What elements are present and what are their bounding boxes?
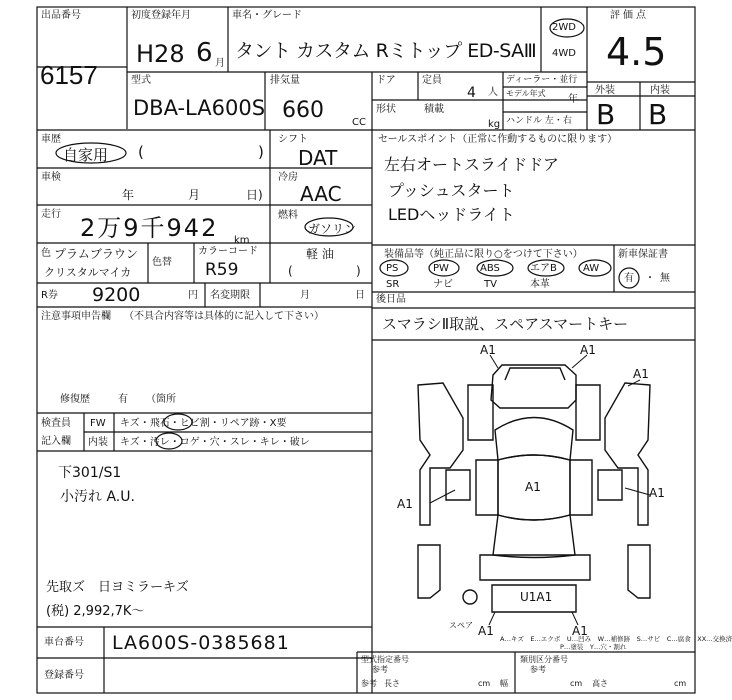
warranty-dot: ・ (645, 273, 655, 284)
doors-label: ドア (376, 75, 396, 86)
handwritten-line-2: 小汚れ A.U. (60, 489, 135, 505)
inspection-label: 車検 (41, 172, 61, 183)
fuel-diesel: 軽 油 (306, 247, 334, 261)
inspection-day: 日) (246, 188, 263, 202)
load-label: 積載 (424, 104, 444, 115)
drive-4wd: 4WD (552, 48, 576, 59)
checker-label-2: 記入欄 (41, 436, 71, 447)
displacement-value: 660 (282, 98, 324, 123)
type-value: DBA-LA600S (133, 96, 266, 120)
dim-width-cm: cm (570, 679, 583, 688)
shift-label: シフト (278, 134, 308, 145)
lot-number: 6157 (40, 60, 98, 90)
repair-has: 有 (118, 394, 128, 405)
deadline-day: 日 (355, 290, 365, 301)
type-label: 型式 (131, 75, 151, 86)
color-code-value: R59 (205, 260, 239, 280)
displacement-label: 排気量 (270, 75, 300, 86)
rear-equip-value: スマラシⅡ取説、スペアスマートキー (382, 315, 629, 333)
sales-point-1: 左右オートスライドドア (384, 155, 559, 174)
inspection-year: 年 (122, 188, 135, 202)
equip-abs: ABS (480, 263, 500, 274)
fuel-label: 燃料 (278, 210, 298, 221)
mark-rear-left: A1 (478, 624, 494, 638)
notes-label: 注意事項申告欄 (41, 311, 111, 322)
first-reg-label: 初度登録年月 (131, 10, 191, 21)
score-label: 評価点 (610, 10, 649, 21)
handwritten-line-3: 先取ズ 日ヨミラーキズ (46, 580, 189, 595)
capacity-unit: 人 (488, 87, 498, 98)
mark-right-fender: A1 (633, 367, 649, 381)
sales-point-3: LEDヘッドライト (388, 205, 515, 224)
model-value: タント カスタム Rミトップ ED-SAⅢ (235, 40, 537, 62)
chassis-value: LA600S-0385681 (112, 632, 290, 654)
ac-value: AAC (300, 182, 342, 206)
color-value-2: クリスタルマイカ (44, 266, 132, 279)
history-paren-close: ) (258, 143, 264, 161)
model-year-label: モデル年式 (506, 89, 546, 98)
mark-right-side: A1 (649, 486, 665, 500)
legend-line-1: A…キズ E…エクボ U…凹み W…補修跡 S…サビ C…腐食 XX…交換済 (500, 635, 732, 643)
load-unit: kg (488, 119, 501, 130)
displacement-unit: CC (352, 117, 366, 128)
sales-points-label: セールスポイント（正常に作動するものに限ります） (378, 134, 618, 145)
score-value: 4.5 (606, 30, 667, 74)
mark-rear-right: A1 (572, 624, 588, 638)
dim-ref: 参考 (361, 679, 377, 688)
inspection-month: 月 (188, 188, 201, 202)
capacity-label: 定員 (422, 75, 442, 86)
interior-label: 内装 (650, 85, 670, 96)
equip-leather: 本革 (530, 279, 550, 290)
handle-label: ハンドル 左・右 (506, 116, 572, 126)
deadline-label: 名変期限 (210, 290, 250, 301)
fuel-gasoline: ガソリン (308, 222, 357, 236)
fw-text: キズ・飛石・ヒビ割・リペア跡・X要 (120, 418, 287, 429)
exterior-label: 外装 (595, 85, 615, 96)
equip-airbag: エアB (530, 263, 557, 274)
recycle-value: 9200 (92, 284, 141, 306)
warranty-label: 新車保証書 (618, 249, 668, 260)
repair-label: 修復歴 (60, 394, 90, 405)
fw-label: FW (90, 418, 106, 429)
dim-width: 幅 (500, 679, 508, 688)
deadline-month: 月 (300, 290, 310, 301)
color-code-label: カラーコード (198, 246, 258, 257)
history-value: 自家用 (63, 146, 109, 164)
notes-hint: （不具合内容等は具体的に記入して下さい） (124, 311, 324, 322)
lot-label: 出品番号 (41, 10, 81, 21)
dim-height: 高さ (592, 679, 608, 688)
fuel-paren-close: ) (356, 264, 361, 278)
int-check-label: 内装 (88, 437, 108, 448)
mark-rear: U1A1 (520, 590, 553, 604)
first-reg-era: H28 (136, 40, 185, 68)
repair-paren: （箇所 (146, 394, 176, 405)
equip-navi: ナビ (433, 279, 453, 290)
exterior-grade: B (596, 98, 616, 131)
first-reg-month: 6 (196, 38, 213, 68)
dim-length-cm: cm (478, 679, 491, 688)
dim-height-cm: cm (674, 679, 687, 688)
equip-ps: PS (386, 263, 399, 274)
fuel-paren-open: ( (288, 264, 293, 278)
mileage-unit: km (234, 235, 250, 246)
history-paren-open: ( (138, 143, 144, 161)
type-no-label-2: 参考 (372, 665, 388, 674)
handwritten-line-1: 下301/S1 (58, 465, 122, 481)
reg-label: 登録番号 (44, 670, 84, 681)
model-label: 車名・グレード (232, 10, 302, 21)
mark-front-left: A1 (480, 343, 496, 357)
equip-tv: TV (484, 279, 497, 290)
sales-point-2: プッシュスタート (388, 181, 515, 200)
int-check-text: キズ・汚レ・コゲ・穴・スレ・キレ・破レ (120, 437, 310, 448)
mark-left-side: A1 (397, 497, 413, 511)
equipment-label: 装備品等（純正品に限り○をつけて下さい） (384, 249, 583, 260)
type-no-label-3: 類別区分番号 (520, 655, 568, 664)
chassis-label: 車台番号 (44, 637, 84, 648)
equip-sr: SR (386, 279, 400, 290)
color-label: 色 (41, 248, 51, 259)
shape-label: 形状 (376, 104, 396, 115)
equip-pw: PW (433, 263, 449, 274)
shift-value: DAT (298, 146, 338, 170)
first-reg-month-unit: 月 (215, 58, 225, 69)
model-year-unit: 年 (568, 94, 578, 105)
mileage-value: 2万9千942 (80, 214, 219, 242)
type-no-label-1: 型式指定番号 (361, 655, 409, 664)
history-label: 車歴 (41, 134, 61, 145)
mark-roof: A1 (525, 480, 541, 494)
equip-aw: AW (583, 263, 600, 274)
drive-2wd: 2WD (552, 22, 576, 33)
checker-label-1: 検査員 (41, 418, 71, 429)
color-value-1: プラムブラウン (54, 247, 138, 261)
rear-equip-label: 後日品 (376, 294, 406, 305)
ac-label: 冷房 (278, 172, 298, 183)
mark-front-right: A1 (580, 343, 596, 357)
recycle-label: R券 (41, 290, 58, 301)
spare-label: スペア (449, 621, 473, 630)
dim-length: 長さ (384, 679, 400, 688)
dealer-label: ディーラー・並行 (506, 75, 578, 85)
color-change-label: 色替 (152, 257, 172, 268)
warranty-yes: 有 (624, 273, 634, 284)
type-no-label-4: 参考 (530, 665, 546, 674)
interior-grade: B (648, 98, 668, 131)
mileage-label: 走行 (41, 209, 61, 220)
legend-line-2: P…塗装 Y…穴・割れ (560, 643, 627, 651)
recycle-unit: 円 (188, 290, 198, 301)
capacity-value: 4 (467, 85, 476, 101)
warranty-no: 無 (660, 273, 670, 284)
handwritten-line-4: (税) 2,992,7K～ (46, 604, 145, 619)
